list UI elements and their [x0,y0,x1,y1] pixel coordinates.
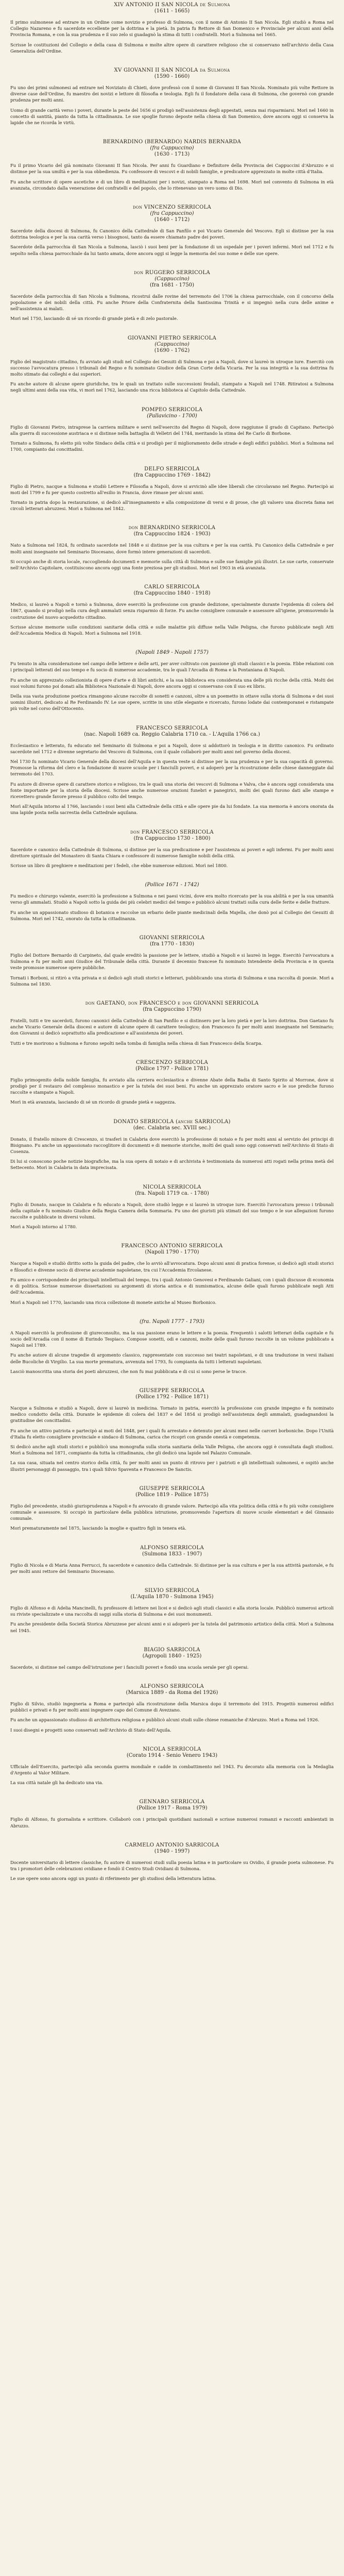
entry-name: GIOVANNI PIETRO SERRICOLA [127,335,217,341]
entry-header [10,1388,334,1400]
entry-subtitle: (Pollice 1671 - 1742) [145,882,199,888]
entry-paragraph: Scrisse alcune memorie sulle condizioni sanitarie della città e sulle malattie più diffuse nella Valle Peligna, che furono pubblicate negli Atti dell'Accademia Medica di Napoli. Morì a Sulmona nel 1918. [10,624,334,636]
entry-paragraph: Si occupò anche di storia locale, raccogliendo documenti e memorie sulla città di Sulmona e sulle sue famiglie più illustri. Le sue carte, conservate nell'Archivio Capitolare, costituiscono ancora oggi una fonte preziosa per gli studiosi. Morì nel 1903 in età avanzata. [10,558,334,570]
entry-dates: (Pollice 1819 - Pollice 1875) [135,1492,209,1498]
entry-name: don FRANCESCO SERRICOLA [130,829,214,835]
entry-dates: (1611 - 1665) [154,8,190,14]
biography-entry [10,882,334,922]
entry-dates: (L'Aquila 1870 - Sulmona 1945) [130,1594,214,1600]
entry-paragraph: Il primo sulmonese ad entrare in un Ordine come novizio e professo di Sulmona, con il nome di Antonio II San Nicola. Egli studiò a Roma nel Collegio Nazareno e fu sacerdote eccellente per la dottrina e la pietà. In patria fu Rettore di San Domenico e Provinciale per alcuni anni della Provincia Romana, e con la sua prudenza e il suo zelo si guadagnò la stima di tutti i confratelli. Morì a Sulmona nel 1665. [10,20,334,38]
entry-paragraph: Morì nel 1750, lasciando di sé un ricordo di grande pietà e di zelo pastorale. [10,316,178,321]
entry-paragraph: La sua città natale gli ha dedicato una via. [10,1780,104,1786]
entry-paragraph: Fu amico e corrispondente dei principali intellettuali del tempo, tra i quali Antonio Genovesi e Ferdinando Galiani, con i quali discusse di economia e di politica. Scrisse numerose dissertazioni su argomenti di storia antica e di numismatica, alcune delle quali furono pubblicate negli Atti dell'Accademia. [10,1277,334,1295]
entry-dates: (1630 - 1713) [154,151,190,158]
entry-paragraph: Lasciò manoscritta una storia dei poeti abruzzesi, che non fu mai pubblicata e di cui si sono perse le tracce. [10,1368,247,1374]
entry-paragraph: Fu tenuto in alta considerazione nel campo delle lettere e delle arti, per aver coltivato con passione gli studi classici e la poesia. Ebbe relazioni con i principali letterati del suo tempo e fu socio di numerose accademie, tra le quali l'Arcadia di Roma e la Pontaniana di Napoli. [10,661,334,673]
biography-entry [10,1119,334,1171]
entry-paragraph: Fu autore di diverse opere di carattere storico e religioso, tra le quali una storia dei vescovi di Sulmona e Valva, che è ancora oggi considerata una fonte importante per la storia della diocesi. Scrisse anche numerose orazioni funebri e panegirici, molti dei quali furono dati alle stampe e ricevettero grande favore presso il pubblico colto del tempo. [10,781,334,799]
entry-name: FRANCESCO SERRICOLA [136,725,208,731]
biography-entry [10,205,334,257]
biography-entry [10,407,334,453]
biography-entry [10,335,334,394]
entry-paragraph: Fratelli, tutti e tre sacerdoti, furono canonici della Cattedrale di San Panfilo e si distinsero per la loro pietà e per la loro dottrina. Don Gaetano fu anche Vicario Generale della diocesi e autore di alcune opere di carattere teologico; don Francesco fu per molti anni insegnante nel Seminario; don Giovanni si dedicò soprattutto alla predicazione e all'assistenza dei poveri. [10,1018,334,1036]
entry-name: XV GIOVANNI II SAN NICOLA da Sulmona [114,67,230,74]
entry-paragraph: Figlio di Pietro, nacque a Sulmona e studiò Lettere e Filosofia a Napoli, dove si avvicinò alle idee liberali che circolavano nel Regno. Partecipò ai moti del 1799 e fu per questo costretto all'esilio in Francia, dove rimase per alcuni anni. [10,483,334,495]
entry-paragraph: Figlio di Silvio, studiò ingegneria a Roma e partecipò alla ricostruzione della Marsica dopo il terremoto del 1915. Progettò numerosi edifici pubblici e privati e fu per molti anni ingegnere capo del Comune di Avezzano. [10,1701,334,1713]
entry-paragraph: Fu anche autore di alcune tragedie di argomento classico, rappresentate con successo nei teatri napoletani, e di una traduzione in versi italiani delle Bucoliche di Virgilio. La sua morte prematura, avvenuta nel 1793, fu compianta da tutti i letterati napoletani. [10,1352,334,1364]
entry-dates: (fra Cappuccino 1790) [143,1007,201,1013]
entry-name: GIUSEPPE SERRICOLA [139,1485,205,1492]
entry-dates: (1690 - 1762) [154,347,190,353]
entry-paragraph: Tutti e tre morirono a Sulmona e furono sepolti nella tomba di famiglia nella chiesa di San Francesco della Scarpa. [10,1040,263,1046]
entry-paragraph: Fu anche un appassionato studioso di architettura religiosa e pubblicò alcuni studi sulle chiese romaniche d'Abruzzo. Morì a Roma nel 1926. [10,1717,319,1723]
entry-name: CARLO SERRICOLA [144,584,200,590]
biography-entry [10,1001,334,1046]
entry-paragraph: Morì in età avanzata, lasciando di sé un ricordo di grande pietà e saggezza. [10,1099,176,1105]
entry-dates: (Pollice 1792 - Pollice 1871) [135,1394,209,1400]
entry-dates: (fra Cappuccino 1769 - 1842) [133,472,211,478]
entry-paragraph: Fu anche scrittore di opere ascetiche e di un libro di meditazioni per i novizi, stampato a Roma nel 1698. Morì nel convento di Sulmona in età avanzata, circondato dalla venerazione dei confratelli e del popolo, che lo ritenevano un vero uomo di Dio. [10,179,334,191]
entry-paragraph: Figlio di Giovanni Pietro, intraprese la carriera militare e servì nell'esercito del Regno di Napoli, dove raggiunse il grado di Capitano. Partecipò alla guerra di successione austriaca e si distinse nella battaglia di Velletri del 1744, meritando la stima del Re Carlo di Borbone. [10,424,334,436]
entry-paragraph: Fu anche un appassionato studioso di botanica e raccolse un erbario delle piante medicinali della Majella, che donò poi al Collegio dei Gesuiti di Sulmona. Morì nel 1742, onorato da tutta la cittadinanza. [10,909,334,921]
entry-subtitle: (Cappuccino) [154,341,190,347]
entry-header [10,1842,334,1854]
entry-paragraph: Fu medico e chirurgo valente, esercitò la professione a Sulmona e nei paesi vicini, dove era molto ricercato per la sua abilità e per la sua umanità verso gli ammalati. Studiò a Napoli sotto la guida dei più celebri medici del tempo e pubblicò alcuni trattati sulla cura delle ferite e delle fratture. [10,893,334,905]
entry-header [10,407,334,419]
entry-paragraph: Tornato in patria dopo la restaurazione, si dedicò all'insegnamento e alla composizione di versi e di prose, che gli valsero una discreta fama nei circoli letterari abruzzesi. Morì a Sulmona nel 1842. [10,499,334,512]
entry-paragraph: Fu il primo Vicario del già nominato Giovanni II San Nicola. Per anni fu Guardiano e Definitore della Provincia dei Cappuccini d'Abruzzo e si distinse per la sua umiltà e per la sua obbedienza. Fu confessore di vescovi e di nobili famiglie, e predicatore apprezzato in molte città d'Italia. [10,163,334,175]
entry-paragraph: Della sua vasta produzione poetica rimangono alcune raccolte di sonetti e canzoni, oltre a un poemetto in ottave sulla storia di Sulmona e dei suoi uomini illustri, dedicato al Re Ferdinando IV. Le sue opere, scritte in uno stile elegante e ricercato, furono lodate dai contemporanei e ristampate più volte nel corso dell'Ottocento. [10,693,334,711]
entry-name: DONATO SERRICOLA (anche SARRICOLA) [113,1118,231,1125]
entry-dates: (Corato 1914 - Senio Venero 1943) [126,1752,218,1758]
entry-name: NICOLA SERRICOLA [143,1184,201,1190]
biography-entry [10,466,334,512]
entry-header [10,1647,334,1659]
entry-paragraph: Tornato a Sulmona, fu eletto più volte Sindaco della città e si prodigò per il miglioramento delle strade e degli edifici pubblici. Morì a Sulmona nel 1700, compianto dai concittadini. [10,440,334,452]
biography-entry [10,1647,334,1670]
entry-dates: (fra Cappuccino 1840 - 1918) [133,590,211,597]
entry-paragraph: Sacerdote, si distinse nel campo dell'istruzione per i fanciulli poveri e fondò una scuola serale per gli operai. [10,1664,249,1670]
entry-paragraph: Sacerdote della diocesi di Sulmona, fu Canonico della Cattedrale di San Panfilo e poi Vicario Generale del Vescovo. Egli si distinse per la sua dottrina teologica e per la sua carità verso i bisognosi, tanto da essere chiamato padre dei poveri. [10,228,334,240]
biography-entry [10,1319,334,1375]
biography-entry [10,1747,334,1786]
entry-paragraph: Uomo di grande carità verso i poveri, durante la peste del 1656 si prodigò nell'assistenza degli appestati, senza mai risparmiarsi. Morì nel 1660 in concetto di santità, pianto da tutta la cittadinanza. Le sue spoglie furono deposte nella chiesa di San Domenico, dove ancora oggi si conserva la lapide che ne ricorda le virtù. [10,107,334,126]
entry-header [10,1545,334,1557]
biography-entry [10,829,334,869]
entry-name: don RUGGERO SERRICOLA [134,269,210,276]
entry-paragraph: Morì a Napoli nel 1770, lasciando una ricca collezione di monete antiche al Museo Borbonico. [10,1299,217,1305]
biography-entry [10,1184,334,1230]
entry-dates: (Sulmona 1833 - 1907) [142,1551,202,1557]
entry-paragraph: Figlio di Alfonso, fu giornalista e scrittore. Collaborò con i principali quotidiani nazionali e scrisse numerosi romanzi e racconti ambientati in Abruzzo. [10,1817,334,1828]
entry-dates: (Pollice 1797 - Pollice 1781) [135,1065,209,1072]
entry-dates: (fra 1681 - 1750) [149,282,195,288]
entry-paragraph: Fu anche presidente della Società Storica Abruzzese per alcuni anni e si adoperò per la tutela del patrimonio artistico della città. Morì a Sulmona nel 1945. [10,1621,334,1633]
entry-name: CRESCENZO SERRICOLA [136,1059,208,1065]
biography-entry [10,1842,334,1882]
biography-entry [10,650,334,711]
entry-header [10,1060,334,1072]
entry-header [10,67,334,79]
entry-paragraph: Figlio primogenito della nobile famiglia, fu avviato alla carriera ecclesiastica e divenne Abate della Badia di Santo Spirito al Morrone, dove si prodigò per il restauro del complesso monastico e per la tutela dei suoi beni. Fu anche un apprezzato oratore sacro e le sue prediche furono raccolte e stampate a Napoli. [10,1077,334,1095]
entry-paragraph: I suoi disegni e progetti sono conservati nell'Archivio di Stato dell'Aquila. [10,1727,171,1733]
entry-name: DELFO SERRICOLA [144,466,200,472]
entry-name: don GAETANO, don FRANCESCO e don GIOVANNI SERRICOLA [85,1001,259,1007]
entry-paragraph: Ufficiale dell'Esercito, partecipò alla seconda guerra mondiale e cadde in combattimento nel 1943. Fu decorato alla memoria con la Medaglia d'Argento al Valor Militare. [10,1764,334,1775]
entry-name: GIUSEPPE SERRICOLA [139,1387,205,1394]
entry-dates: (Pollice 1917 - Roma 1979) [136,1805,208,1811]
biography-entry [10,525,334,571]
entry-paragraph: Docente universitario di lettere classiche, fu autore di numerosi studi sulla poesia latina e in particolare su Ovidio, il grande poeta sulmonese. Fu tra i promotori delle celebrazioni ovidiane e fondò il Centro Studi Ovidiani di Sulmona. [10,1859,334,1872]
entry-paragraph: La sua casa, situata nel centro storico della città, fu per molti anni un punto di ritrovo per i patrioti e gli intellettuali sulmonesi, e ospitò anche illustri personaggi di passaggio, tra i quali Silvio Spaventa e Francesco De Sanctis. [10,1460,334,1472]
entry-paragraph: Di lui si conoscono poche notizie biografiche, ma la sua opera di notaio e di archivista è testimoniata da numerosi atti rogati nella prima metà del Settecento. Morì in Calabria in data imprecisata. [10,1159,334,1171]
entry-paragraph: Figlio del Dottore Bernardo di Carpineto, dal quale ereditò la passione per le lettere, studiò a Napoli e si laureò in legge. Esercitò l'avvocatura a Sulmona e fu per molti anni Giudice del Tribunale della città. Durante il decennio francese fu nominato Intendente della Provincia e in questa veste promosse numerose opere pubbliche. [10,953,334,971]
entry-paragraph: Nacque a Sulmona e studiò a Napoli, dove si laureò in medicina. Tornato in patria, esercitò la professione con grande impegno e fu nominato medico condotto della città. Durante le epidemie di colera del 1837 e del 1854 si prodigò nell'assistenza degli ammalati, guadagnandosi la gratitudine dei concittadini. [10,1405,334,1423]
entry-subtitle: (Napoli 1849 - Napoli 1757) [135,650,209,656]
entry-name: BERNARDINO (BERNARDO) NARDIS BERNARDA [102,139,242,145]
biography-entry [10,270,334,322]
entry-paragraph: Fu anche un attivo patriota e partecipò ai moti del 1848, per i quali fu arrestato e detenuto per alcuni mesi nelle carceri borboniche. Dopo l'Unità d'Italia fu eletto consigliere provinciale e sindaco di Sulmona, carica che ricoprì con grande onestà e competenza. [10,1428,334,1439]
entry-header [10,1684,334,1696]
entry-header [10,525,334,537]
entry-paragraph: Sacerdote e canonico della Cattedrale di Sulmona, si distinse per la sua predicazione e per l'assistenza ai poveri e agli infermi. Fu per molti anni direttore spirituale del Monastero di Santa Chiara e confessore di numerose famiglie nobili della città. [10,846,334,858]
entry-subtitle: (Cappuccino) [154,276,190,282]
entry-paragraph: Scrisse un libro di preghiere e meditazioni per i fedeli, che ebbe numerose edizioni. Morì nel 1800. [10,863,228,868]
entry-header [10,1243,334,1255]
entry-paragraph: Nato a Sulmona nel 1824, fu ordinato sacerdote nel 1848 e si distinse per la sua cultura e per la sua carità. Fu Canonico della Cattedrale e per molti anni insegnante nel Seminario Diocesano, dove formò intere generazioni di sacerdoti. [10,543,334,554]
biography-entry [10,1588,334,1634]
entry-paragraph: Morì prematuramente nel 1875, lasciando la moglie e quattro figli in tenera età. [10,1526,186,1531]
entry-dates: (Agropoli 1840 - 1925) [142,1653,202,1659]
entry-header [10,650,334,655]
biography-entry [10,1486,334,1532]
entry-name: NICOLA SERRICOLA [143,1746,201,1752]
entry-name: don VINCENZO SERRICOLA [132,205,212,211]
document-page [10,0,334,1901]
entry-paragraph: Le sue opere sono ancora oggi un punto di riferimento per gli studiosi della letteratura latina. [10,1876,216,1882]
biography-entry [10,139,334,191]
entry-name: SILVIO SERRICOLA [144,1587,200,1594]
entry-paragraph: Tornati i Borboni, si ritirò a vita privata e si dedicò agli studi storici e letterari, pubblicando una storia di Sulmona e una raccolta di poesie. Morì a Sulmona nel 1830. [10,975,334,987]
entry-paragraph: Sacerdote della parrocchia di San Nicola a Sulmona, lasciò i suoi beni per la fondazione di un ospedale per i poveri infermi. Morì nel 1712 e fu sepolto nella chiesa parrocchiale da lui tanto amata, dove ancora oggi si legge la memoria del suo nome e delle sue opere. [10,244,334,256]
biography-entry [10,1545,334,1574]
entry-header [10,466,334,478]
entry-dates: (1640 - 1712) [154,217,190,223]
entry-paragraph: Nel 1730 fu nominato Vicario Generale della diocesi dell'Aquila e in questa veste si distinse per la sua prudenza e per la sua capacità di governo. Promosse la riforma del clero e la fondazione di nuove scuole per i fanciulli poveri, e si adoperò per la ricostruzione delle chiese danneggiate dal terremoto del 1703. [10,758,334,777]
biography-entry [10,1684,334,1733]
entry-paragraph: Figlio di Alfonso e di Adelia Mancinelli, fu professore di lettere nei licei e si dedicò agli studi classici e alla storia locale. Pubblicò numerosi articoli su riviste specializzate e una raccolta di saggi sulla storia di Sulmona e dei suoi monumenti. [10,1605,334,1617]
entry-name: XIV ANTONIO II SAN NICOLA de Sulmona [114,2,230,8]
biography-entry [10,935,334,987]
entry-header [10,829,334,841]
entry-name: ALFONSO SERRICOLA [140,1545,204,1551]
entry-subtitle: (fra Cappuccino) [150,145,194,151]
entry-paragraph: Fu uno dei primi sulmonesi ad entrare nel Noviziato di Chieti, dove professò con il nome di Giovanni II San Nicola. Nominato più volte Rettore in diverse case dell'Ordine, fu maestro dei novizi e lettore di filosofia e teologia. Egli fu il fondatore della casa di Sulmona, che governò con grande prudenza per molti anni. [10,85,334,103]
biography-entry [10,1243,334,1305]
entry-header [10,584,334,596]
entry-dates: (fra. Napoli 1719 ca. - 1780) [135,1190,209,1196]
entry-header [10,2,334,14]
entry-name: don BERNARDINO SERRICOLA [128,525,216,531]
entry-dates: (fra Cappuccino 1824 - 1903) [133,531,211,537]
entry-header [10,725,334,737]
entry-paragraph: Nacque a Napoli e studiò diritto sotto la guida del padre, che lo avviò all'avvocatura. Dopo alcuni anni di pratica forense, si dedicò agli studi storici e filosofici e divenne socio di diverse accademie napoletane, tra cui l'Accademia Ercolanese. [10,1261,334,1273]
entry-paragraph: Fu anche autore di alcune opere giuridiche, tra le quali un trattato sulle successioni feudali, stampato a Napoli nel 1748. Ritiratosi a Sulmona negli ultimi anni della sua vita, vi morì nel 1762, lasciando una ricca biblioteca al Capitolo della Cattedrale. [10,381,334,393]
biography-entry [10,1388,334,1472]
entry-header [10,270,334,288]
biography-entry [10,725,334,816]
biography-entry [10,1799,334,1828]
entry-paragraph: Figlio del precedente, studiò giurisprudenza a Napoli e fu avvocato di grande valore. Partecipò alla vita politica della città e fu più volte consigliere comunale e assessore. Si occupò in particolare della pubblica istruzione, promuovendo l'apertura di nuove scuole elementari e del Ginnasio comunale. [10,1503,334,1521]
entry-header [10,1486,334,1498]
entry-dates: (nac. Napoli 1689 ca. Reggio Calabria 1710 ca. - L'Aquila 1766 ca.) [84,731,260,737]
entry-paragraph: Figlio di Donato, nacque in Calabria e fu educato a Napoli, dove studiò legge e si laureò in utroque iure. Esercitò l'avvocatura presso i tribunali della capitale e fu nominato Giudice della Regia Camera della Sommaria. Fu uno dei giuristi più stimati del suo tempo e le sue allegazioni furono raccolte e pubblicate in diversi volumi. [10,1201,334,1220]
entry-name: GENNARO SERRICOLA [139,1799,205,1805]
entry-header [10,205,334,223]
entry-paragraph: Figlio del magistrato cittadino, fu avviato agli studi nel Collegio dei Gesuiti di Sulmona e poi a Napoli, dove si laureò in utroque iure. Esercitò con successo l'avvocatura presso i tribunali del Regno e fu nominato Giudice della Gran Corte della Vicaria. Per la sua integrità e la sua dottrina fu molto stimato dai colleghi e dai superiori. [10,359,334,377]
entry-paragraph: Scrisse le costituzioni del Collegio e della casa di Sulmona e molte altre opere di carattere religioso che si conservano nell'archivio della Casa Generalizia dell'Ordine. [10,42,334,54]
entry-header [10,139,334,157]
entry-header [10,1119,334,1131]
entry-header [10,1184,334,1196]
entry-paragraph: Morì all'Aquila intorno al 1766, lasciando i suoi beni alla Cattedrale della città e alle opere pie da lui fondate. La sua memoria è ancora onorata da una lapide posta nella sacrestia della Cattedrale aquilana. [10,804,334,816]
entry-name: GIOVANNI SERRICOLA [139,935,205,941]
entry-name: ALFONSO SERRICOLA [140,1683,204,1689]
entry-dates: (Marsica 1889 - da Roma del 1926) [126,1689,218,1696]
entry-name: CARMELO ANTONIO SARRICOLA [125,1842,219,1848]
entry-header [10,882,334,888]
entry-header [10,1588,334,1600]
entry-paragraph: Ecclesiastico e letterato, fu educato nel Seminario di Sulmona e poi a Napoli, dove si addottorò in teologia e in diritto canonico. Fu ordinato sacerdote nel 1712 e divenne segretario del Vescovo di Sulmona, con il quale collaborò per molti anni nel governo della diocesi. [10,742,334,754]
biography-entry [10,2,334,54]
entry-paragraph: Sacerdote della parrocchia di San Nicola a Sulmona, ricostruì dalle rovine del terremoto del 1706 la chiesa parrocchiale, con il concorso della popolazione e dei nobili della città. Fu anche Priore della Confraternita della Santissima Trinità e si impegnò nella cura delle anime e nell'assistenza ai malati. [10,293,334,312]
biography-entry [10,67,334,126]
biography-entry [10,584,334,636]
entry-paragraph: Fu anche un apprezzato collezionista di opere d'arte e di libri antichi, e la sua biblioteca era considerata una delle più ricche della città. Molti dei suoi volumi furono poi donati alla Biblioteca Nazionale di Napoli, dove ancora oggi si conservano con il suo ex libris. [10,677,334,689]
entry-header [10,1799,334,1811]
entry-paragraph: Morì a Napoli intorno al 1780. [10,1224,77,1230]
entry-name: POMPEO SERRICOLA [141,406,203,413]
entry-header [10,935,334,947]
entry-header [10,1747,334,1758]
entry-name: BIAGIO SARRICOLA [144,1647,200,1653]
entry-dates: (fra 1770 - 1830) [149,941,195,947]
entry-subtitle: (fra Cappuccino) [150,211,194,217]
entry-paragraph: Figlio di Nicola e di Maria Anna Ferrucci, fu sacerdote e canonico della Cattedrale. Si distinse per la sua cultura e per la sua attività pastorale, e fu per molti anni rettore del Seminario Diocesano. [10,1562,334,1574]
entry-name: FRANCESCO ANTONIO SERRICOLA [121,1243,223,1249]
entry-dates: (fra Cappuccino 1730 - 1800) [133,835,211,841]
entry-paragraph: Donato, il fratello minore di Crescenzo, si trasferì in Calabria dove esercitò la professione di notaio e fu per molti anni al servizio dei principi di Bisignano. Fu anche un appassionato raccoglitore di documenti e di memorie storiche, molti dei quali sono oggi conservati nell'Archivio di Stato di Cosenza. [10,1136,334,1155]
entry-subtitle: (fra. Napoli 1777 - 1793) [140,1318,204,1325]
entry-dates: (1940 - 1997) [154,1848,190,1854]
entry-header [10,1319,334,1325]
biography-entry [10,1060,334,1106]
entry-header [10,335,334,353]
entry-dates: (dec. Calabria sec. XVIII sec.) [133,1125,211,1131]
entry-header [10,1001,334,1012]
entry-paragraph: A Napoli esercitò la professione di giureconsulto, ma la sua passione erano le lettere e la poesia. Frequentò i salotti letterari della capitale e fu socio dell'Arcadia con il nome di Eurindo Tespiaco. Compose sonetti, odi e canzoni, molte delle quali furono raccolte in un volume pubblicato a Napoli nel 1789. [10,1330,334,1348]
entry-dates: (1590 - 1660) [154,74,190,80]
entry-paragraph: Medico, si laureò a Napoli e tornò a Sulmona, dove esercitò la professione con grande dedizione, specialmente durante l'epidemia di colera del 1867, quando si prodigò nella cura degli ammalati senza risparmio di forze. Fu anche consigliere comunale e assessore all'igiene, promuovendo la costruzione del nuovo acquedotto cittadino. [10,602,334,620]
entry-paragraph: Si dedicò anche agli studi storici e pubblicò una monografia sulla storia sanitaria della Valle Peligna, che ancora oggi è consultata dagli studiosi. Morì a Sulmona nel 1871, compianto da tutta la cittadinanza, che gli dedicò una lapide nel Palazzo Comunale. [10,1444,334,1456]
entry-dates: (Napoli 1790 - 1770) [145,1249,199,1256]
entry-subtitle: (Pallavicino - 1700) [147,413,197,419]
